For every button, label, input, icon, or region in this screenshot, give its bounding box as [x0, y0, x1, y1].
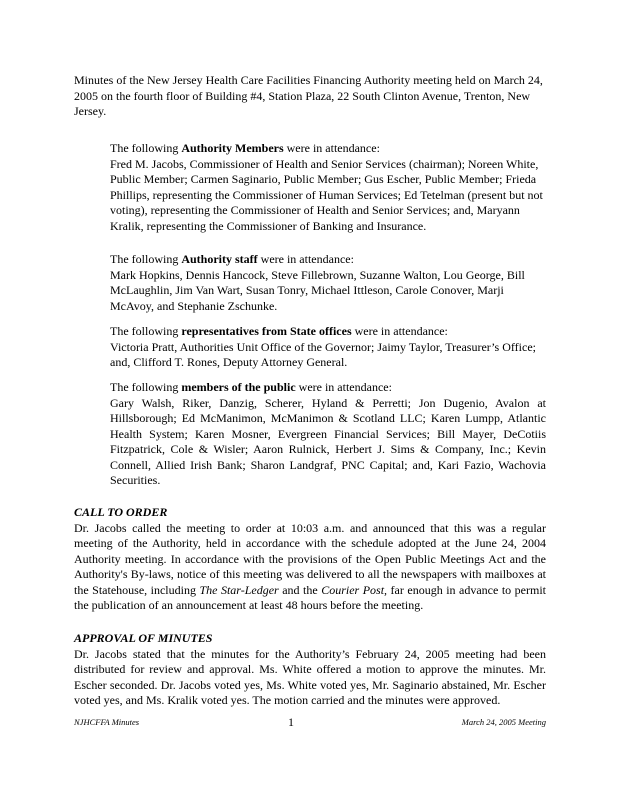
attendance-heading: The following representatives from State offices were in attendance:: [110, 324, 448, 338]
approval-of-minutes-section: [74, 631, 546, 709]
attendance-names: Mark Hopkins, Dennis Hancock, Steve Fillebrown, Suzanne Walton, Lou George, Bill McLaughlin, Jim Van Wart, Susan Tonry, Michael Ittleson, Carole Conover, Marji McAvoy, and Stephanie Zschunke.: [110, 267, 525, 313]
footer-left: NJHCFFA Minutes: [74, 717, 140, 727]
attendance-authority-staff: [110, 252, 546, 314]
footer-right: March 24, 2005 Meeting: [461, 717, 546, 727]
section-body: Dr. Jacobs called the meeting to order at 10:03 a.m. and announced that this was a regular meeting of the Authority, held in accordance with the schedule adopted at the June 24, 2004 Authority meeting. In accordance with the provisions of the Open Public Meetings Act and the Authority's By-laws, notice of this meeting was delivered to all the newspapers with mailboxes at the Statehouse, including The Star-Ledger and the Courier Post, far enough in advance to permit the publication of an announcement at least 48 hours before the meeting.: [74, 520, 546, 612]
call-to-order-section: [74, 505, 546, 614]
attendance-authority-members: [110, 141, 546, 234]
attendance-state-offices: [110, 324, 546, 371]
section-body: Dr. Jacobs stated that the minutes for the Authority’s February 24, 2005 meeting had been distributed for review and approval. Ms. White offered a motion to approve the minutes. Mr. Escher seconded. Dr. Jacobs voted yes, Ms. White voted yes, Mr. Saginario abstained, Mr. Escher voted yes, and Ms. Kralik voted yes. The motion carried and the minutes were approved.: [74, 646, 546, 707]
attendance-names: Fred M. Jacobs, Commissioner of Health and Senior Services (chairman); Noreen White, Public Member; Carmen Saginario, Public Member; Gus Escher, Public Member; Frieda Phillips, representing the Commissioner of Human Services; Ed Tetelman (present but not voting), representing the Commissioner of Health and Senior Services; and, Maryann Kralik, representing the Commissioner of Banking and Insurance.: [110, 156, 543, 233]
attendance-names: Gary Walsh, Riker, Danzig, Scherer, Hyland & Perretti; Jon Dugenio, Avalon at Hillsborough; Ed McManimon, McManimon & Scotland LLC; Karen Lumpp, Atlantic Health System; Karen Mosner, Evergreen Financial Services; Bill Mayer, DeCotiis Fitzpatrick, Cole & Wisler; Aaron Rulnick, Herbert J. Sims & Company, Inc.; Kevin Connell, Allied Irish Bank; Sharon Landgraf, PNC Capital; and, Kari Fazio, Wachovia Securities.: [110, 395, 546, 487]
section-heading: CALL TO ORDER: [74, 505, 168, 519]
attendance-names: Victoria Pratt, Authorities Unit Office of the Governor; Jaimy Taylor, Treasurer’s Office; and, Clifford T. Rones, Deputy Attorney General.: [110, 339, 536, 369]
page-number: 1: [288, 715, 294, 729]
attendance-public: [110, 380, 546, 489]
attendance-heading: The following Authority staff were in attendance:: [110, 252, 354, 266]
attendance-heading: The following Authority Members were in attendance:: [110, 141, 380, 155]
section-heading: APPROVAL OF MINUTES: [74, 631, 213, 645]
intro-paragraph: Minutes of the New Jersey Health Care Facilities Financing Authority meeting held on March 24, 2005 on the fourth floor of Building #4, Station Plaza, 22 South Clinton Avenue, Trenton, New Jersey.: [74, 73, 543, 118]
attendance-heading: The following members of the public were in attendance:: [110, 380, 392, 394]
page-footer: [74, 715, 546, 731]
